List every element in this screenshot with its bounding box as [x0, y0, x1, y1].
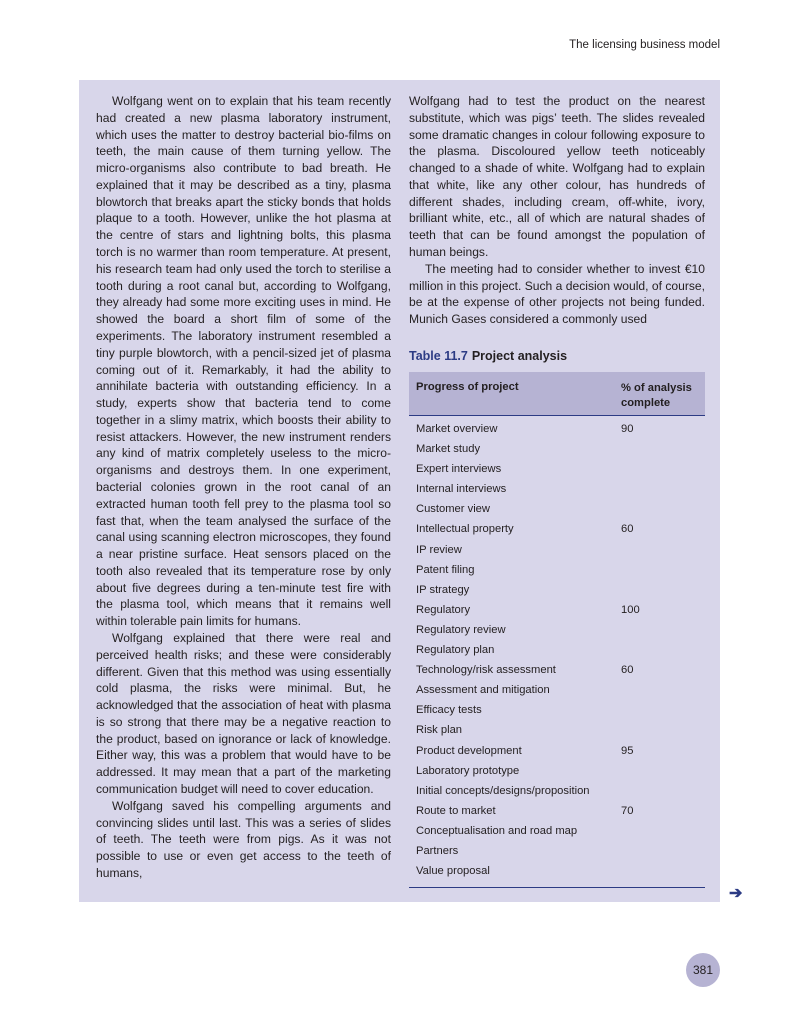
paragraph: Wolfgang saved his compelling arguments and convincing slides until last. This was a series of slides of teeth. The teeth were from pigs. As it was not possible to use or even get access to the teeth of humans, — [96, 798, 391, 880]
row-item: Market overview — [416, 423, 498, 435]
left-text-column — [96, 93, 391, 882]
table-row — [409, 762, 705, 782]
row-percent: 100 — [621, 603, 640, 616]
table-caption — [409, 349, 705, 363]
table-row — [409, 681, 705, 701]
row-percent: 60 — [621, 664, 634, 677]
table-number: Table 11.7 — [409, 349, 468, 363]
row-item: Internal interviews — [416, 483, 507, 496]
row-item: Assessment and mitigation — [416, 684, 550, 697]
table-row — [409, 581, 705, 601]
row-item: Regulatory plan — [416, 644, 495, 657]
running-head: The licensing business model — [569, 39, 720, 51]
row-item: IP strategy — [416, 583, 470, 596]
table-row — [409, 782, 705, 802]
table-row — [409, 420, 705, 440]
row-item: Laboratory prototype — [416, 764, 520, 777]
table-row — [409, 500, 705, 520]
table-title: Project analysis — [471, 349, 568, 363]
row-item: IP review — [416, 543, 462, 556]
row-item: Conceptualisation and road map — [416, 824, 578, 837]
table-row — [409, 842, 705, 862]
row-item: Initial concepts/designs/proposition — [416, 784, 590, 797]
row-item: Route to market — [416, 804, 496, 817]
row-item: Regulatory review — [416, 623, 506, 636]
table-row — [409, 862, 705, 882]
table-row — [409, 701, 705, 721]
row-item: Patent filing — [416, 563, 475, 576]
paragraph: Wolfgang had to test the product on the nearest substitute, which was pigs’ teeth. The slides revealed some dramatic changes in colour following exposure to the plasma. Discoloured yellow teeth noticeably changed to a shade of white. Wolfgang had to explain that white, like any other colour, has hundreds of different shades, including cream, off-white, ivory, brilliant white, etc., all of which are natural shades of teeth that can be found amongst the population of human beings. — [409, 94, 705, 260]
table-header — [409, 372, 705, 416]
paragraph: Wolfgang explained that there were real and perceived health risks; and these were considerably different. Given that this method was using essentially cold plasma, the risks were minimal. But, he acknowledged that the association of heat with plasma is so strong that there may be a negative reaction to the product, based on ignorance or lack of knowledge. Either way, this was a problem that would have to be addressed. It may mean that a part of the marketing communication budget will need to cover education. — [96, 631, 391, 797]
table-row — [409, 721, 705, 741]
row-percent: 70 — [621, 804, 634, 817]
paragraph: The meeting had to consider whether to invest €10 million in this project. Such a decision would, of course, be at the expense of other projects not being funded. Munich Gases considered a commonly used — [409, 261, 705, 327]
column-header-progress: Progress of project — [416, 381, 519, 393]
row-percent: 90 — [621, 423, 634, 435]
table-row — [409, 802, 705, 822]
row-item: Expert interviews — [416, 463, 502, 476]
table-row — [409, 822, 705, 842]
table-row — [409, 641, 705, 661]
table-body — [409, 416, 705, 888]
row-item: Product development — [416, 744, 522, 757]
table-row — [409, 440, 705, 460]
continue-arrow-icon: ➔ — [729, 885, 743, 902]
page-number: 381 — [686, 953, 720, 987]
table-row — [409, 480, 705, 500]
row-percent: 60 — [621, 523, 634, 536]
table-row — [409, 520, 705, 540]
table-row — [409, 541, 705, 561]
table-row — [409, 561, 705, 581]
row-item: Market study — [416, 443, 481, 456]
table-row — [409, 742, 705, 762]
row-item: Technology/risk assessment — [416, 664, 556, 677]
row-item: Efficacy tests — [416, 704, 482, 717]
table-row — [409, 621, 705, 641]
row-item: Regulatory — [416, 603, 471, 616]
table-row — [409, 661, 705, 681]
row-item: Risk plan — [416, 724, 463, 737]
project-analysis-table — [409, 372, 705, 888]
column-header-percent: % of analysis complete — [621, 382, 692, 409]
table-row — [409, 460, 705, 480]
row-percent: 95 — [621, 744, 634, 757]
row-item: Customer view — [416, 503, 490, 516]
table-row — [409, 601, 705, 621]
right-text-column — [409, 93, 705, 328]
row-item: Intellectual property — [416, 523, 514, 536]
row-item: Value proposal — [416, 865, 490, 878]
row-item: Partners — [416, 844, 459, 857]
paragraph: Wolfgang went on to explain that his team recently had created a new plasma laboratory instrument, which uses the matter to destroy bacterial bio-films on teeth, the main cause of them turning yellow. The micro-organisms also contribute to bad breath. He explained that it may be described as a tiny, plasma blowtorch that breaks apart the sticky bonds that holds plaque to a tooth. However, unlike the hot plasma at the centre of stars and lightning bolts, this plasma torch is no warmer than room temperature. At present, his research team had only used the torch to sterilise a tooth during a root canal but, according to Wolfgang, they already had some more exciting uses in mind. He showed the board a short film of some of the experiments. The laboratory instrument resembled a tiny purple blowtorch, with a pencil-sized jet of plasma coming out of it. Remarkably, it had the ability to annihilate bacteria with outstanding efficiency. In a study, experts show that bacteria tend to come together in a slimy matrix, which boosts their ability to resist attackers. However, the new instrument renders any kind of matrix completely useless to the micro-organisms and destroys them. In one experiment, bacterial colonies grown in the root canal of an extracted human tooth fell prey to the plasma tool so fast that, when the team analysed the surface of the canal using scanning electron microscopes, they found a near pristine surface. Heat sensors placed on the tooth also revealed that its temperature rose by only about five degrees during a ten-minute test fire with the plasma tool, which means that it remains well within tolerable pain limits for humans. — [96, 94, 391, 629]
